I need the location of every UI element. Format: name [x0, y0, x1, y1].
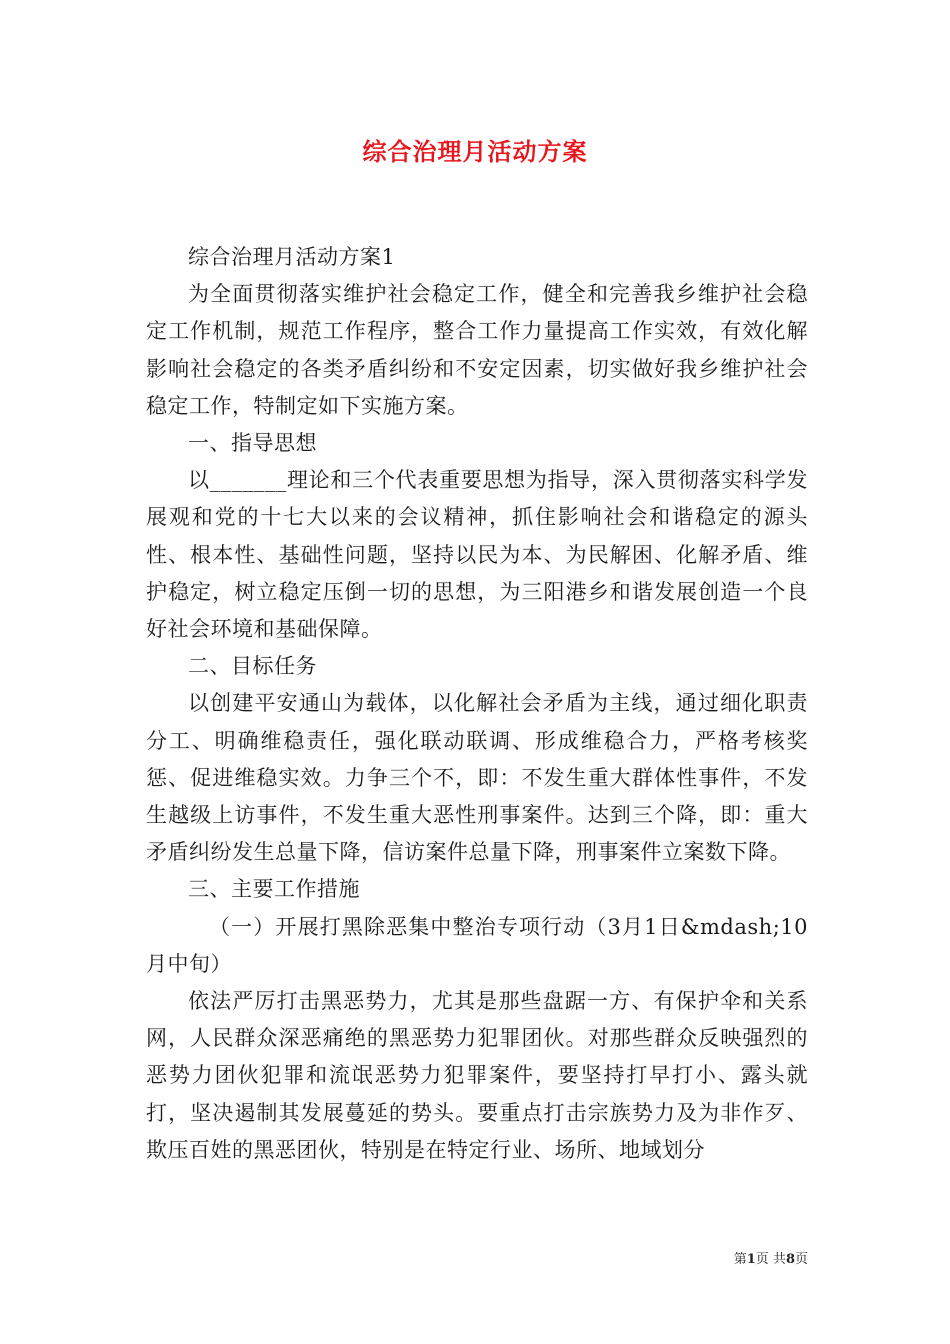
paragraph: 以_______理论和三个代表重要思想为指导，深入贯彻落实科学发展观和党的十七大以来的会议精神，抓住影响社会和谐稳定的源头性、根本性、基础性问题，坚持以民为本、为民解困、化解矛盾、维护稳定，树立稳定压倒一切的思想，为三阳港乡和谐发展创造一个良好社会环境和基础保障。 [146, 468, 808, 642]
paragraph: 为全面贯彻落实维护社会稳定工作，健全和完善我乡维护社会稳定工作机制，规范工作程序，整合工作力量提高工作实效，有效化解影响社会稳定的各类矛盾纠纷和不安定因素，切实做好我乡维护社会稳定工作，特制定如下实施方案。 [146, 282, 808, 418]
section-heading: 一、指导思想 [188, 431, 317, 456]
subsection-heading: （一）开展打黑除恶集中整治专项行动（3月1日&mdash;10月中旬） [146, 914, 808, 976]
footer-page-number: 1 [746, 1252, 756, 1267]
document-title: 综合治理月活动方案 [362, 138, 588, 166]
section-heading: 综合治理月活动方案1 [188, 245, 396, 269]
document-body [146, 239, 808, 1169]
paragraph: 依法严厉打击黑恶势力，尤其是那些盘踞一方、有保护伞和关系网，人民群众深恶痛绝的黑恶势力犯罪团伙。对那些群众反映强烈的恶势力团伙犯罪和流氓恶势力犯罪案件，要坚持打早打小、露头就打，坚决遏制其发展蔓延的势头。要重点打击宗族势力及为非作歹、欺压百姓的黑恶团伙，特别是在特定行业、场所、地域划分 [146, 989, 808, 1162]
section-heading: 二、目标任务 [188, 654, 317, 679]
footer-suffix: 页 [794, 1252, 808, 1267]
section-heading: 三、主要工作措施 [188, 877, 360, 902]
footer-total-pages: 8 [785, 1252, 795, 1267]
footer-middle: 页 共 [755, 1252, 786, 1267]
page-footer [734, 1248, 808, 1267]
footer-prefix: 第 [733, 1252, 747, 1267]
paragraph: 以创建平安通山为载体，以化解社会矛盾为主线，通过细化职责分工、明确维稳责任，强化联动联调、形成维稳合力，严格考核奖惩、促进维稳实效。力争三个不，即：不发生重大群体性事件，不发生越级上访事件，不发生重大恶性刑事案件。达到三个降，即：重大矛盾纠纷发生总量下降，信访案件总量下降，刑事案件立案数下降。 [146, 691, 808, 865]
